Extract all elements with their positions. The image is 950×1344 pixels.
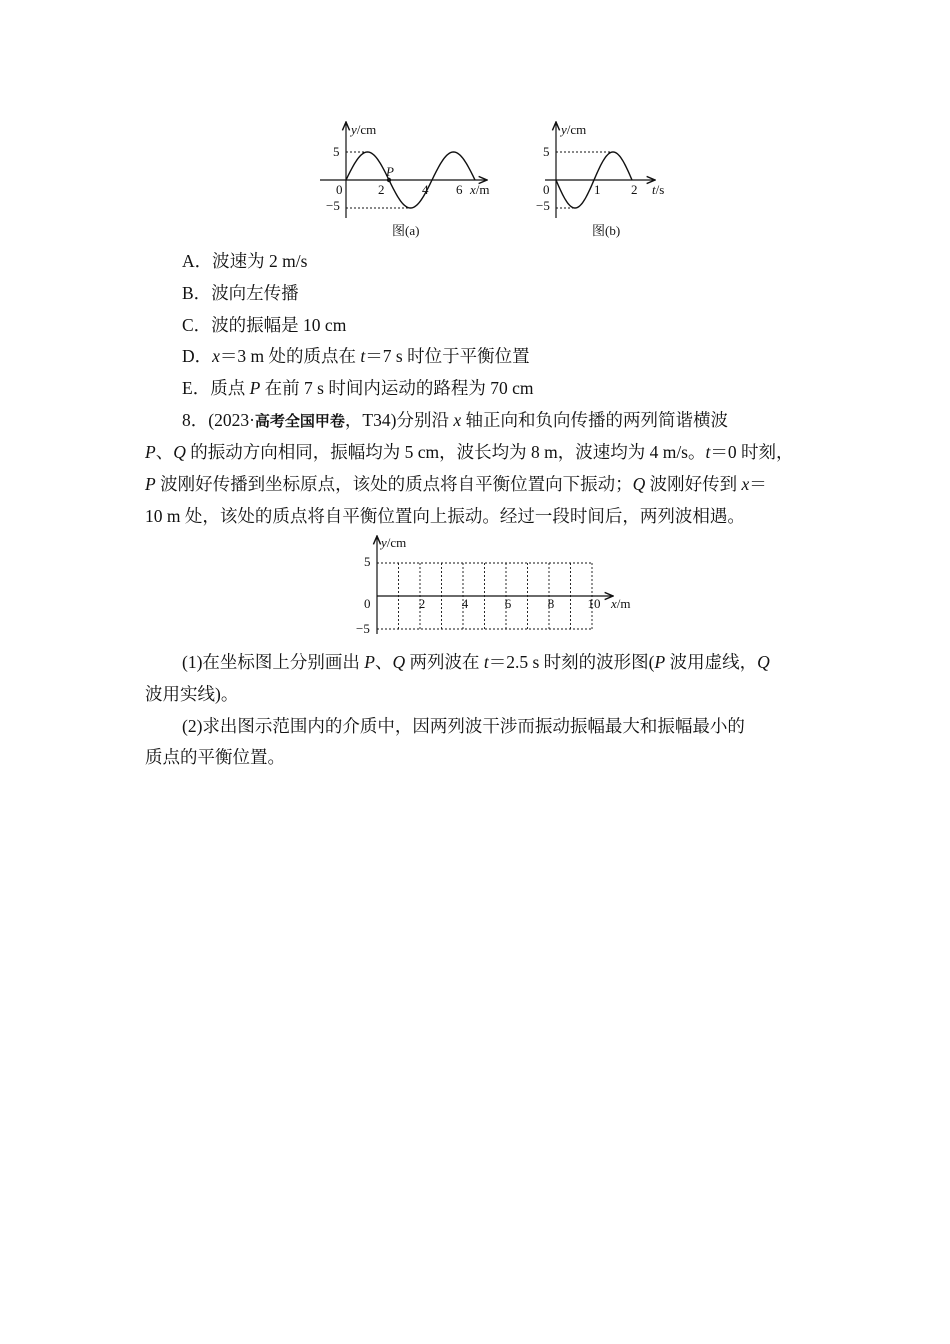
fig-a-point-label: P xyxy=(386,164,394,179)
fig-b-caption: 图(b) xyxy=(592,223,621,238)
q8-line-1: 8．(2023·高考全国甲卷，T34)分别沿 x 轴正向和负向传播的两列简谐横波 xyxy=(182,410,728,430)
fig-c-tick-y-5: 5 xyxy=(364,554,371,569)
fig-c-tick-y-neg5: −5 xyxy=(356,621,370,636)
q8-source: 高考全国甲卷 xyxy=(254,412,345,430)
fig-a-y-label: y/cm xyxy=(351,122,377,137)
fig-a-tick-y-neg5: −5 xyxy=(326,198,340,213)
fig-c-tick-x-6: 6 xyxy=(504,596,512,611)
fig-b-t-label: t/s xyxy=(652,182,665,197)
fig-c-tick-x-0: 0 xyxy=(364,596,371,611)
fig-c-y-label: y/cm xyxy=(381,535,407,550)
sub2-line-1: (2)求出图示范围内的介质中，因两列波干涉而振动振幅最大和振幅最小的 xyxy=(182,716,745,736)
option-e: E．质点 P 在前 7 s 时间内运动的路程为 70 cm xyxy=(182,378,534,398)
fig-c-tick-x-10: 10 xyxy=(587,596,601,611)
fig-a-tick-y-5: 5 xyxy=(333,144,340,159)
fig-b-y-label: y/cm xyxy=(561,122,587,137)
fig-b-tick-t-2: 2 xyxy=(631,182,638,197)
option-b: B．波向左传播 xyxy=(182,283,299,303)
fig-c-x-label: x/m xyxy=(611,596,631,611)
fig-a-tick-x-4: 4 xyxy=(422,182,429,197)
sub2-line-2: 质点的平衡位置。 xyxy=(145,747,285,767)
sub1-line-1: (1)在坐标图上分别画出 P、Q 两列波在 t＝2.5 s 时刻的波形图(P 波用虚线，Q xyxy=(182,652,770,672)
fig-c-tick-x-2: 2 xyxy=(418,596,426,611)
fig-b-tick-y-5: 5 xyxy=(543,144,550,159)
figure-c xyxy=(345,530,645,640)
fig-a-tick-x-6: 6 xyxy=(456,182,463,197)
q8-line-2: P、Q 的振动方向相同，振幅均为 5 cm，波长均为 8 m，波速均为 4 m/s。t＝0 时刻， xyxy=(145,442,794,462)
option-d: D．x＝3 m 处的质点在 t＝7 s 时位于平衡位置 xyxy=(182,346,530,366)
fig-a-tick-x-0: 0 xyxy=(336,182,343,197)
fig-c-tick-x-8: 8 xyxy=(547,596,555,611)
fig-b-tick-t-1: 1 xyxy=(594,182,601,197)
fig-b-tick-y-neg5: −5 xyxy=(536,198,550,213)
fig-c-tick-x-4: 4 xyxy=(461,596,469,611)
fig-a-tick-x-2: 2 xyxy=(378,182,385,197)
q8-line-3: P 波刚好传播到坐标原点，该处的质点将自平衡位置向下振动；Q 波刚好传到 x＝ xyxy=(145,474,767,494)
fig-b-tick-t-0: 0 xyxy=(543,182,550,197)
sub1-line-2: 波用实线)。 xyxy=(145,684,239,704)
option-a: A．波速为 2 m/s xyxy=(182,251,308,271)
q8-line-4: 10 m 处，该处的质点将自平衡位置向上振动。经过一段时间后，两列波相遇。 xyxy=(145,506,745,526)
fig-a-caption: 图(a) xyxy=(392,223,420,238)
option-c: C．波的振幅是 10 cm xyxy=(182,315,347,335)
figure-b xyxy=(525,118,675,243)
fig-a-x-label: x/m xyxy=(470,182,490,197)
figure-a xyxy=(315,118,505,243)
